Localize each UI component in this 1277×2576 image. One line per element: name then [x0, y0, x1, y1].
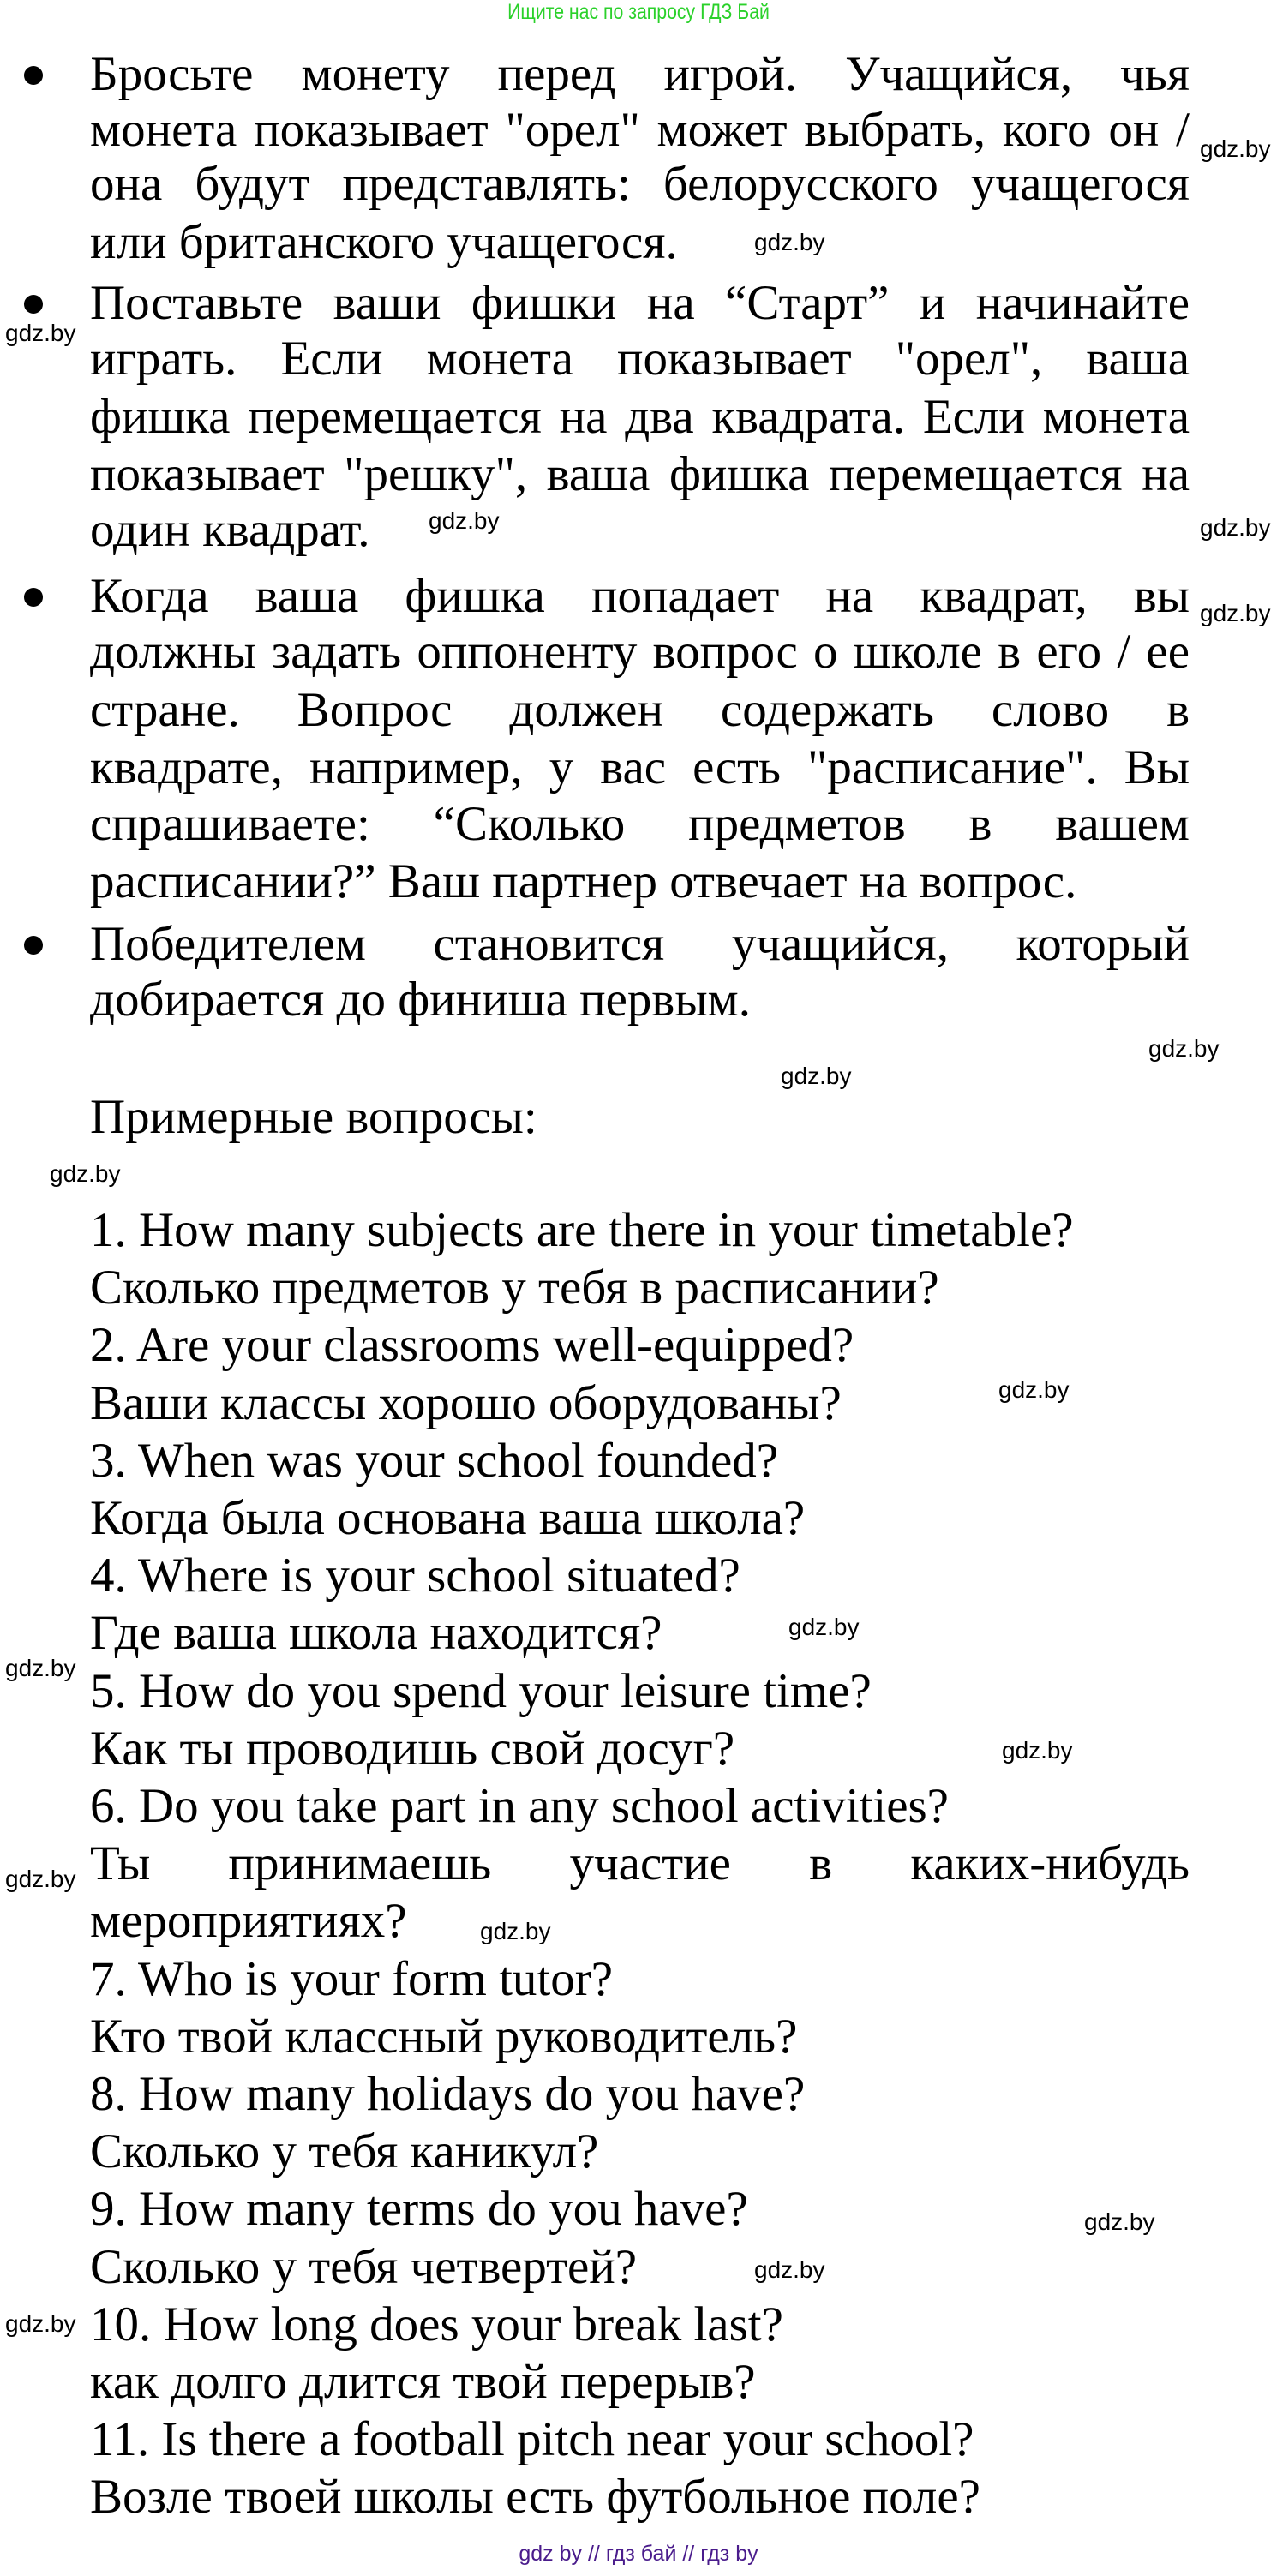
bullet-icon: [24, 295, 43, 314]
question-line: 3. When was your school founded?: [90, 1434, 779, 1488]
question-line: 6. Do you take part in any school activities?: [90, 1779, 949, 1833]
watermark-text: gdz.by: [1200, 135, 1271, 162]
watermark-text: gdz.by: [5, 2310, 76, 2337]
paragraph-line: Победителем становится учащийся, который: [90, 917, 1190, 971]
paragraph-line: добирается до финиша первым.: [90, 973, 751, 1027]
question-line: Как ты проводишь свой досуг?: [90, 1722, 735, 1776]
paragraph-line: стране. Вопрос должен содержать слово в: [90, 683, 1190, 737]
watermark-text: gdz.by: [50, 1160, 121, 1187]
question-line: мероприятиях?: [90, 1894, 407, 1948]
question-line: Кто твой классный руководитель?: [90, 2010, 798, 2064]
paragraph-line: спрашиваете: “Сколько предметов в вашем: [90, 797, 1190, 851]
question-line: 2. Are your classrooms well-equipped?: [90, 1318, 854, 1372]
paragraph-line: Поставьте ваши фишки на “Старт” и начинайте: [90, 276, 1190, 330]
watermark-text: gdz.by: [1200, 514, 1271, 541]
paragraph-line: показывает "решку", ваша фишка перемещается на: [90, 447, 1190, 501]
question-line: 1. How many subjects are there in your timetable?: [90, 1203, 1074, 1257]
watermark-text: gdz.by: [5, 1655, 76, 1681]
watermark-text: gdz.by: [781, 1063, 852, 1089]
question-line: Когда была основана ваша школа?: [90, 1491, 806, 1545]
question-line: Ты принимаешь участие в каких-нибудь: [90, 1836, 1190, 1890]
bullet-icon: [24, 66, 43, 85]
paragraph-line: фишка перемещается на два квадрата. Если монета: [90, 390, 1190, 444]
footer-watermark: gdz by // гдз бай // гдз by: [519, 2542, 758, 2566]
question-line: Ваши классы хорошо оборудованы?: [90, 1376, 842, 1430]
question-line: 9. How many terms do you have?: [90, 2182, 748, 2236]
question-line: Сколько у тебя каникул?: [90, 2124, 599, 2178]
search-hint-banner: Ищите нас по запросу ГДЗ Бай: [507, 0, 770, 24]
question-line: Сколько у тебя четвертей?: [90, 2240, 638, 2294]
paragraph-line: Бросьте монету перед игрой. Учащийся, чья: [90, 47, 1190, 101]
paragraph-line: расписании?” Ваш партнер отвечает на вопрос.: [90, 854, 1077, 908]
watermark-text: gdz.by: [429, 507, 500, 534]
watermark-text: gdz.by: [1148, 1035, 1220, 1062]
question-line: как долго длится твой перерыв?: [90, 2355, 756, 2409]
question-line: 4. Where is your school situated?: [90, 1549, 740, 1603]
paragraph-line: играть. Если монета показывает "орел", ваша: [90, 332, 1190, 386]
paragraph-line: монета показывает "орел" может выбрать, кого он /: [90, 103, 1190, 157]
watermark-text: gdz.by: [1084, 2208, 1155, 2235]
paragraph-line: она будут представлять: белорусского учащегося: [90, 157, 1190, 211]
question-line: Сколько предметов у тебя в расписании?: [90, 1261, 939, 1315]
paragraph-line: один квадрат.: [90, 503, 370, 557]
question-line: Возле твоей школы есть футбольное поле?: [90, 2470, 980, 2524]
bullet-icon: [24, 936, 43, 955]
watermark-text: gdz.by: [5, 1866, 76, 1892]
question-line: Где ваша школа находится?: [90, 1606, 662, 1660]
question-line: 7. Who is your form tutor?: [90, 1952, 614, 2006]
question-line: 8. How many holidays do you have?: [90, 2067, 806, 2121]
watermark-text: gdz.by: [754, 229, 825, 255]
paragraph-line: должны задать оппоненту вопрос о школе в его / ее: [90, 625, 1190, 679]
question-line: 5. How do you spend your leisure time?: [90, 1664, 872, 1718]
paragraph-line: или британского учащегося.: [90, 215, 678, 269]
watermark-text: gdz.by: [5, 320, 76, 346]
question-line: 11. Is there a football pitch near your school?: [90, 2412, 974, 2466]
watermark-text: gdz.by: [754, 2256, 825, 2283]
watermark-text: gdz.by: [1002, 1737, 1073, 1764]
watermark-text: gdz.by: [1200, 600, 1271, 626]
watermark-text: gdz.by: [480, 1918, 551, 1944]
watermark-text: gdz.by: [998, 1376, 1070, 1403]
watermark-text: gdz.by: [788, 1614, 860, 1640]
section-heading: Примерные вопросы:: [90, 1090, 537, 1144]
question-line: 10. How long does your break last?: [90, 2297, 783, 2351]
paragraph-line: квадрате, например, у вас есть "расписание". Вы: [90, 740, 1190, 794]
bullet-icon: [24, 588, 43, 607]
paragraph-line: Когда ваша фишка попадает на квадрат, вы: [90, 569, 1190, 623]
